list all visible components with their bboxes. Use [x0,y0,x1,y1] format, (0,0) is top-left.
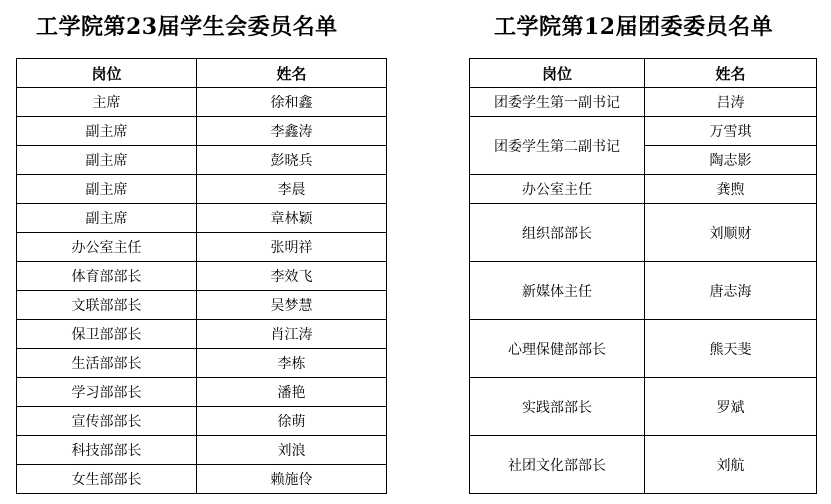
youth-league-title: 工学院第12届团委委员名单 [494,14,774,40]
position-cell: 文联部部长 [17,291,197,320]
name-cell: 万雪琪 [645,117,817,146]
position-cell: 组织部部长 [470,204,645,262]
student-union-table [16,58,387,494]
position-cell: 女生部部长 [17,465,197,494]
name-cell: 章林颖 [197,204,387,233]
name-cell: 徐和鑫 [197,88,387,117]
table-row [17,117,387,146]
name-cell: 刘浪 [197,436,387,465]
name-cell: 张明祥 [197,233,387,262]
table-row [17,88,387,117]
name-cell: 罗斌 [645,378,817,436]
position-cell: 办公室主任 [470,175,645,204]
name-cell: 吕涛 [645,88,817,117]
position-cell: 实践部部长 [470,378,645,436]
name-cell: 潘艳 [197,378,387,407]
position-cell: 主席 [17,88,197,117]
position-cell: 团委学生第一副书记 [470,88,645,117]
name-cell: 陶志影 [645,146,817,175]
column-header-name: 姓名 [197,59,387,88]
table-row [17,349,387,378]
position-cell: 学习部部长 [17,378,197,407]
position-cell: 社团文化部部长 [470,436,645,494]
table-row [470,436,817,494]
table-row [17,204,387,233]
name-cell: 彭晓兵 [197,146,387,175]
column-header-name: 姓名 [645,59,817,88]
youth-league-table [469,58,817,494]
name-cell: 刘航 [645,436,817,494]
name-cell: 刘顺财 [645,204,817,262]
table-row [17,291,387,320]
table-row [17,262,387,291]
table-header-row [470,59,817,88]
table-row [17,320,387,349]
table-row [470,320,817,378]
position-cell: 科技部部长 [17,436,197,465]
table-row [470,204,817,262]
table-row [17,146,387,175]
table-row [470,175,817,204]
position-cell: 心理保健部部长 [470,320,645,378]
name-cell: 赖施伶 [197,465,387,494]
name-cell: 徐萌 [197,407,387,436]
position-cell: 团委学生第二副书记 [470,117,645,175]
position-cell: 办公室主任 [17,233,197,262]
position-cell: 副主席 [17,117,197,146]
table-row [17,175,387,204]
position-cell: 副主席 [17,146,197,175]
position-cell: 宣传部部长 [17,407,197,436]
position-cell: 新媒体主任 [470,262,645,320]
table-row [470,117,817,146]
table-row [17,436,387,465]
table-row [17,378,387,407]
name-cell: 李鑫涛 [197,117,387,146]
column-header-position: 岗位 [17,59,197,88]
position-cell: 副主席 [17,204,197,233]
name-cell: 李晨 [197,175,387,204]
column-header-position: 岗位 [470,59,645,88]
position-cell: 生活部部长 [17,349,197,378]
table-row [17,465,387,494]
name-cell: 龚煦 [645,175,817,204]
student-union-title: 工学院第23届学生会委员名单 [36,14,338,40]
name-cell: 李栋 [197,349,387,378]
name-cell: 李效飞 [197,262,387,291]
name-cell: 熊天斐 [645,320,817,378]
table-row [470,88,817,117]
position-cell: 副主席 [17,175,197,204]
name-cell: 肖江涛 [197,320,387,349]
name-cell: 吴梦慧 [197,291,387,320]
table-row [470,262,817,320]
table-header-row [17,59,387,88]
table-row [17,233,387,262]
position-cell: 体育部部长 [17,262,197,291]
name-cell: 唐志海 [645,262,817,320]
position-cell: 保卫部部长 [17,320,197,349]
table-row [17,407,387,436]
table-row [470,378,817,436]
